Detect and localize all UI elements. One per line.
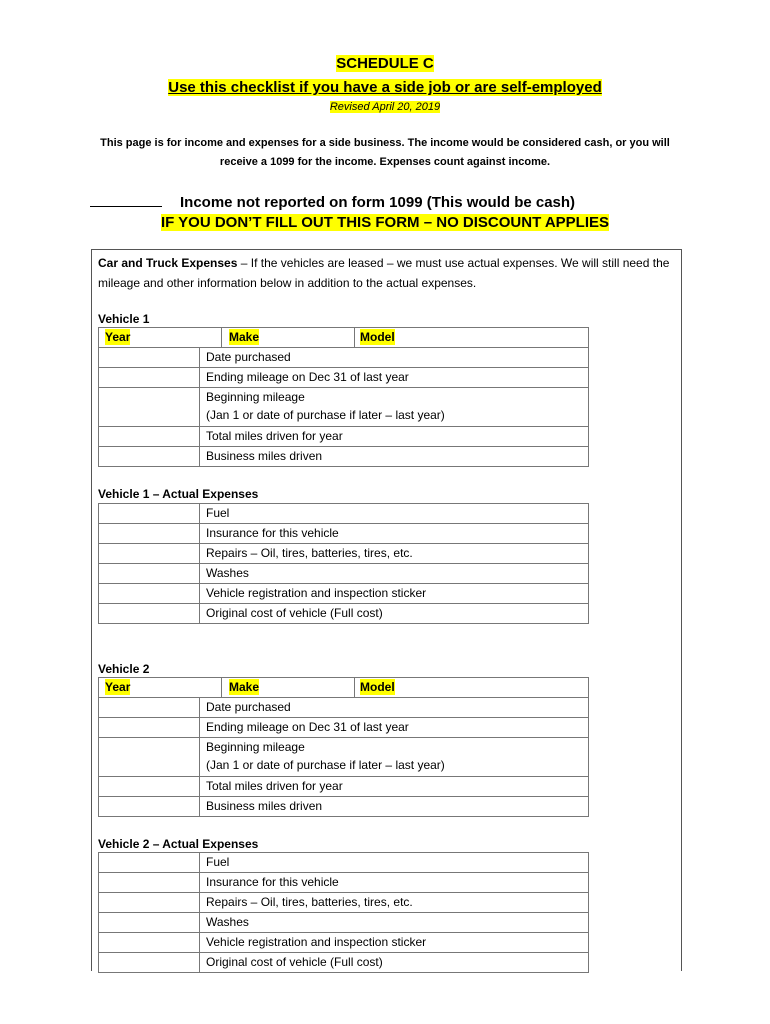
vehicle1-washes-input[interactable] — [99, 564, 200, 584]
vehicle1-insurance-label: Insurance for this vehicle — [200, 524, 589, 544]
car-expenses-intro — [98, 253, 673, 293]
income-line — [90, 192, 690, 212]
vehicle2-ending-mileage-label: Ending mileage on Dec 31 of last year — [200, 718, 589, 738]
warning-text: IF YOU DON’T FILL OUT THIS FORM – NO DISCOUNT APPLIES — [160, 214, 610, 231]
vehicle1-repairs-label: Repairs – Oil, tires, batteries, tires, etc. — [200, 544, 589, 564]
vehicle2-total-miles-input[interactable] — [99, 777, 200, 797]
vehicle1-washes-label: Washes — [200, 564, 589, 584]
intro-text: This page is for income and expenses for a side business. The income would be considered cash, or you will receive a 1099 for the income. Expenses count against income. — [100, 137, 670, 168]
vehicle1-date-purchased-label: Date purchased — [200, 348, 589, 368]
vehicle2-details-table — [98, 697, 589, 817]
vehicle2-washes-input[interactable] — [99, 913, 200, 933]
vehicle1-details-table — [98, 347, 589, 467]
vehicle1-make-label: Make — [229, 330, 260, 344]
car-expenses-heading: Car and Truck Expenses — [98, 256, 238, 270]
income-label: Income not reported on form 1099 (This would be cash) — [180, 194, 576, 211]
vehicle1-ending-mileage-label: Ending mileage on Dec 31 of last year — [200, 368, 589, 388]
vehicle1-fuel-input[interactable] — [99, 504, 200, 524]
vehicle1-beginning-mileage-input[interactable] — [99, 388, 200, 427]
vehicle2-registration-input[interactable] — [99, 933, 200, 953]
vehicle2-date-purchased-label: Date purchased — [200, 698, 589, 718]
vehicle1-ending-mileage-input[interactable] — [99, 368, 200, 388]
vehicle1-total-miles-label: Total miles driven for year — [200, 427, 589, 447]
vehicle2-insurance-label: Insurance for this vehicle — [200, 873, 589, 893]
vehicle2-beginning-mileage-input[interactable] — [99, 738, 200, 777]
page-subtitle: Use this checklist if you have a side job or are self-employed — [168, 79, 602, 96]
vehicle2-original-cost-label: Original cost of vehicle (Full cost) — [200, 953, 589, 973]
page-title: SCHEDULE C — [336, 55, 434, 72]
vehicle1-year-label: Year — [105, 330, 131, 344]
vehicle2-original-cost-input[interactable] — [99, 953, 200, 973]
vehicle2-washes-label: Washes — [200, 913, 589, 933]
vehicle2-insurance-input[interactable] — [99, 873, 200, 893]
vehicle1-beginning-mileage-label: Beginning mileage (Jan 1 or date of purchase if later – last year) — [200, 388, 589, 427]
vehicle1-insurance-input[interactable] — [99, 524, 200, 544]
vehicle2-make-label: Make — [229, 680, 260, 694]
vehicle1-expenses-label: Vehicle 1 – Actual Expenses — [98, 487, 259, 501]
vehicle2-total-miles-label: Total miles driven for year — [200, 777, 589, 797]
vehicle1-label: Vehicle 1 — [98, 312, 150, 326]
vehicle2-business-miles-input[interactable] — [99, 797, 200, 817]
vehicle2-year-make-model-row[interactable] — [98, 677, 589, 698]
vehicle2-ending-mileage-input[interactable] — [99, 718, 200, 738]
vehicle2-registration-label: Vehicle registration and inspection sticker — [200, 933, 589, 953]
vehicle1-original-cost-input[interactable] — [99, 604, 200, 624]
vehicle1-original-cost-label: Original cost of vehicle (Full cost) — [200, 604, 589, 624]
vehicle1-repairs-input[interactable] — [99, 544, 200, 564]
vehicle1-date-purchased-input[interactable] — [99, 348, 200, 368]
vehicle2-date-purchased-input[interactable] — [99, 698, 200, 718]
vehicle2-expenses-table — [98, 852, 589, 973]
vehicle2-fuel-input[interactable] — [99, 853, 200, 873]
vehicle2-year-label: Year — [105, 680, 131, 694]
vehicle2-repairs-input[interactable] — [99, 893, 200, 913]
vehicle2-model-label: Model — [360, 680, 395, 694]
vehicle1-model-label: Model — [360, 330, 395, 344]
vehicle2-label: Vehicle 2 — [98, 662, 150, 676]
vehicle1-fuel-label: Fuel — [200, 504, 589, 524]
car-expenses-text: – If the vehicles are leased – we must use actual expenses. We will still need the mileage and other information below in addition to the actual expenses. — [98, 256, 670, 290]
vehicle2-business-miles-label: Business miles driven — [200, 797, 589, 817]
vehicle1-year-make-model-row[interactable] — [98, 327, 589, 348]
vehicle1-total-miles-input[interactable] — [99, 427, 200, 447]
vehicle1-registration-input[interactable] — [99, 584, 200, 604]
vehicle2-expenses-label: Vehicle 2 – Actual Expenses — [98, 837, 259, 851]
vehicle2-fuel-label: Fuel — [200, 853, 589, 873]
income-blank-field[interactable] — [90, 192, 162, 207]
vehicle2-beginning-mileage-label: Beginning mileage (Jan 1 or date of purchase if later – last year) — [200, 738, 589, 777]
vehicle1-business-miles-label: Business miles driven — [200, 447, 589, 467]
vehicle1-expenses-table — [98, 503, 589, 624]
revised-date: Revised April 20, 2019 — [329, 101, 441, 113]
vehicle1-business-miles-input[interactable] — [99, 447, 200, 467]
vehicle1-registration-label: Vehicle registration and inspection sticker — [200, 584, 589, 604]
vehicle2-repairs-label: Repairs – Oil, tires, batteries, tires, etc. — [200, 893, 589, 913]
